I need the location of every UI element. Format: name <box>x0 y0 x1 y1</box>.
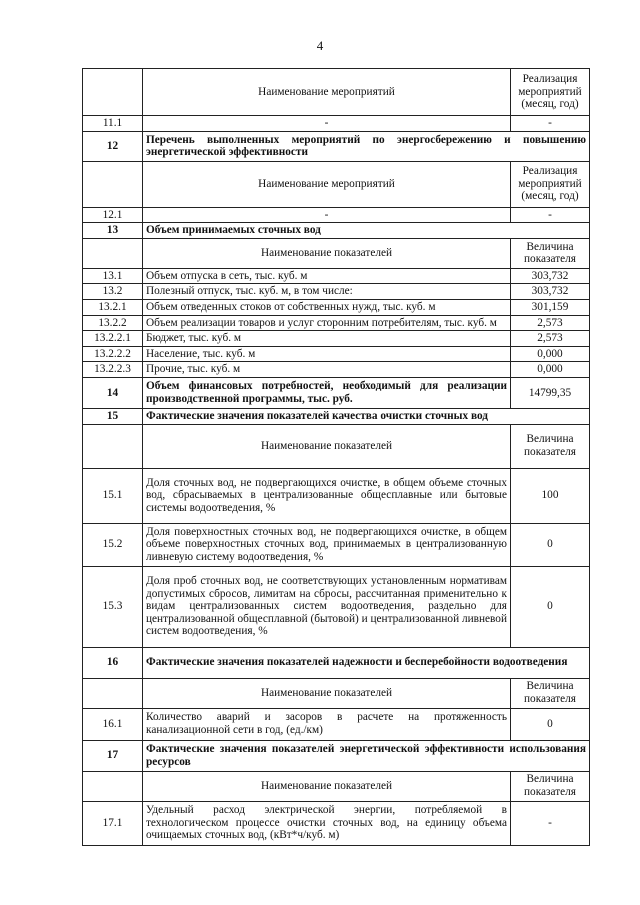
row-text: Объем отведенных стоков от собственных нужд, тыс. куб. м <box>143 299 511 315</box>
row-text: Бюджет, тыс. куб. м <box>143 331 511 347</box>
row-text: - <box>143 116 511 132</box>
row-text: Прочие, тыс. куб. м <box>143 362 511 378</box>
header-measures: Наименование мероприятий <box>143 69 511 116</box>
section-value: 14799,35 <box>511 377 590 408</box>
row-value: 2,573 <box>511 315 590 331</box>
row-value: 0,000 <box>511 346 590 362</box>
header-indicators: Наименование показателей <box>143 678 511 708</box>
header-value: Величина показателя <box>511 771 590 801</box>
row-num: 13.2.2.1 <box>83 331 143 347</box>
indicators-table <box>82 68 590 846</box>
header-num-cell <box>83 238 143 268</box>
row-value: 100 <box>511 468 590 523</box>
section-num: 17 <box>83 740 143 771</box>
header-value: Величина показателя <box>511 238 590 268</box>
row-value: 0 <box>511 523 590 566</box>
table-row <box>83 284 590 300</box>
section-title: Перечень выполненных мероприятий по энергосбережению и повышению энергетической эффективности <box>143 131 590 161</box>
section-title: Объем принимаемых сточных вод <box>143 223 590 239</box>
table-header-row <box>83 771 590 801</box>
row-value: 301,159 <box>511 299 590 315</box>
table-row <box>83 566 590 647</box>
section-num: 12 <box>83 131 143 161</box>
row-text: Количество аварий и засоров в расчете на протяженность канализационной сети в год, (ед./км) <box>143 708 511 740</box>
header-realization: Реализация мероприятий (месяц, год) <box>511 161 590 207</box>
row-text: Доля поверхностных сточных вод, не подвергающихся очистке, в общем объеме поверхностных сточных вод, принимаемых в централизованную ливневую систему водоотведения, % <box>143 523 511 566</box>
table-row <box>83 299 590 315</box>
row-num: 15.1 <box>83 468 143 523</box>
row-value: 303,732 <box>511 268 590 284</box>
row-value: 2,573 <box>511 331 590 347</box>
header-num-cell <box>83 69 143 116</box>
table-row <box>83 207 590 223</box>
table-row <box>83 801 590 845</box>
row-text: Объем реализации товаров и услуг сторонним потребителям, тыс. куб. м <box>143 315 511 331</box>
header-num-cell <box>83 424 143 468</box>
row-num: 13.2.2.2 <box>83 346 143 362</box>
section-num: 14 <box>83 377 143 408</box>
row-num: 13.2.2 <box>83 315 143 331</box>
row-value: 0,000 <box>511 362 590 378</box>
header-num-cell <box>83 678 143 708</box>
row-text: Полезный отпуск, тыс. куб. м, в том числе: <box>143 284 511 300</box>
section-num: 15 <box>83 408 143 424</box>
table-row <box>83 268 590 284</box>
row-text: Удельный расход электрической энергии, потребляемой в технологическом процессе очистки сточных вод, на единицу объема очищаемых сточных вод, (кВт*ч/куб. м) <box>143 801 511 845</box>
row-num: 17.1 <box>83 801 143 845</box>
table-header-row <box>83 678 590 708</box>
row-value: 0 <box>511 708 590 740</box>
section-title: Объем финансовых потребностей, необходимый для реализации производственной программы, тыс. руб. <box>143 377 511 408</box>
row-value: - <box>511 801 590 845</box>
header-realization: Реализация мероприятий (месяц, год) <box>511 69 590 116</box>
row-value: - <box>511 116 590 132</box>
row-num: 16.1 <box>83 708 143 740</box>
table-header-row <box>83 69 590 116</box>
table-row <box>83 346 590 362</box>
header-measures: Наименование мероприятий <box>143 161 511 207</box>
row-num: 13.2 <box>83 284 143 300</box>
table-row <box>83 708 590 740</box>
table-header-row <box>83 424 590 468</box>
header-value: Величина показателя <box>511 678 590 708</box>
section-title: Фактические значения показателей энергетической эффективности использования ресурсов <box>143 740 590 771</box>
table-row <box>83 523 590 566</box>
row-text: Доля проб сточных вод, не соответствующих установленным нормативам допустимых сбросов, лимитам на сбросы, рассчитанная применительно к видам централизованных систем водоотведения, раздельно для централизованной общесплавной (бытовой) и централизованной ливневой систем водоотведения, % <box>143 566 511 647</box>
table-header-row <box>83 161 590 207</box>
row-num: 13.2.2.3 <box>83 362 143 378</box>
section-row <box>83 647 590 678</box>
section-title: Фактические значения показателей качества очистки сточных вод <box>143 408 590 424</box>
row-num: 11.1 <box>83 116 143 132</box>
row-num: 13.1 <box>83 268 143 284</box>
section-row <box>83 408 590 424</box>
row-value: 0 <box>511 566 590 647</box>
section-num: 13 <box>83 223 143 239</box>
table-row <box>83 315 590 331</box>
row-value: - <box>511 207 590 223</box>
row-text: - <box>143 207 511 223</box>
header-value: Величина показателя <box>511 424 590 468</box>
section-num: 16 <box>83 647 143 678</box>
table-row <box>83 116 590 132</box>
row-num: 12.1 <box>83 207 143 223</box>
row-num: 15.2 <box>83 523 143 566</box>
row-value: 303,732 <box>511 284 590 300</box>
section-title: Фактические значения показателей надежности и бесперебойности водоотведения <box>143 647 590 678</box>
section-row <box>83 740 590 771</box>
header-indicators: Наименование показателей <box>143 424 511 468</box>
row-num: 15.3 <box>83 566 143 647</box>
table-header-row <box>83 238 590 268</box>
row-text: Доля сточных вод, не подвергающихся очистке, в общем объеме сточных вод, сбрасываемых в централизованные общесплавные или бытовые системы водоотведения, % <box>143 468 511 523</box>
row-text: Объем отпуска в сеть, тыс. куб. м <box>143 268 511 284</box>
header-num-cell <box>83 771 143 801</box>
header-indicators: Наименование показателей <box>143 771 511 801</box>
section-row <box>83 377 590 408</box>
section-row <box>83 223 590 239</box>
row-num: 13.2.1 <box>83 299 143 315</box>
table-row <box>83 362 590 378</box>
table-row <box>83 331 590 347</box>
table-row <box>83 468 590 523</box>
row-text: Население, тыс. куб. м <box>143 346 511 362</box>
section-row <box>83 131 590 161</box>
header-indicators: Наименование показателей <box>143 238 511 268</box>
page-number: 4 <box>316 38 324 53</box>
header-num-cell <box>83 161 143 207</box>
